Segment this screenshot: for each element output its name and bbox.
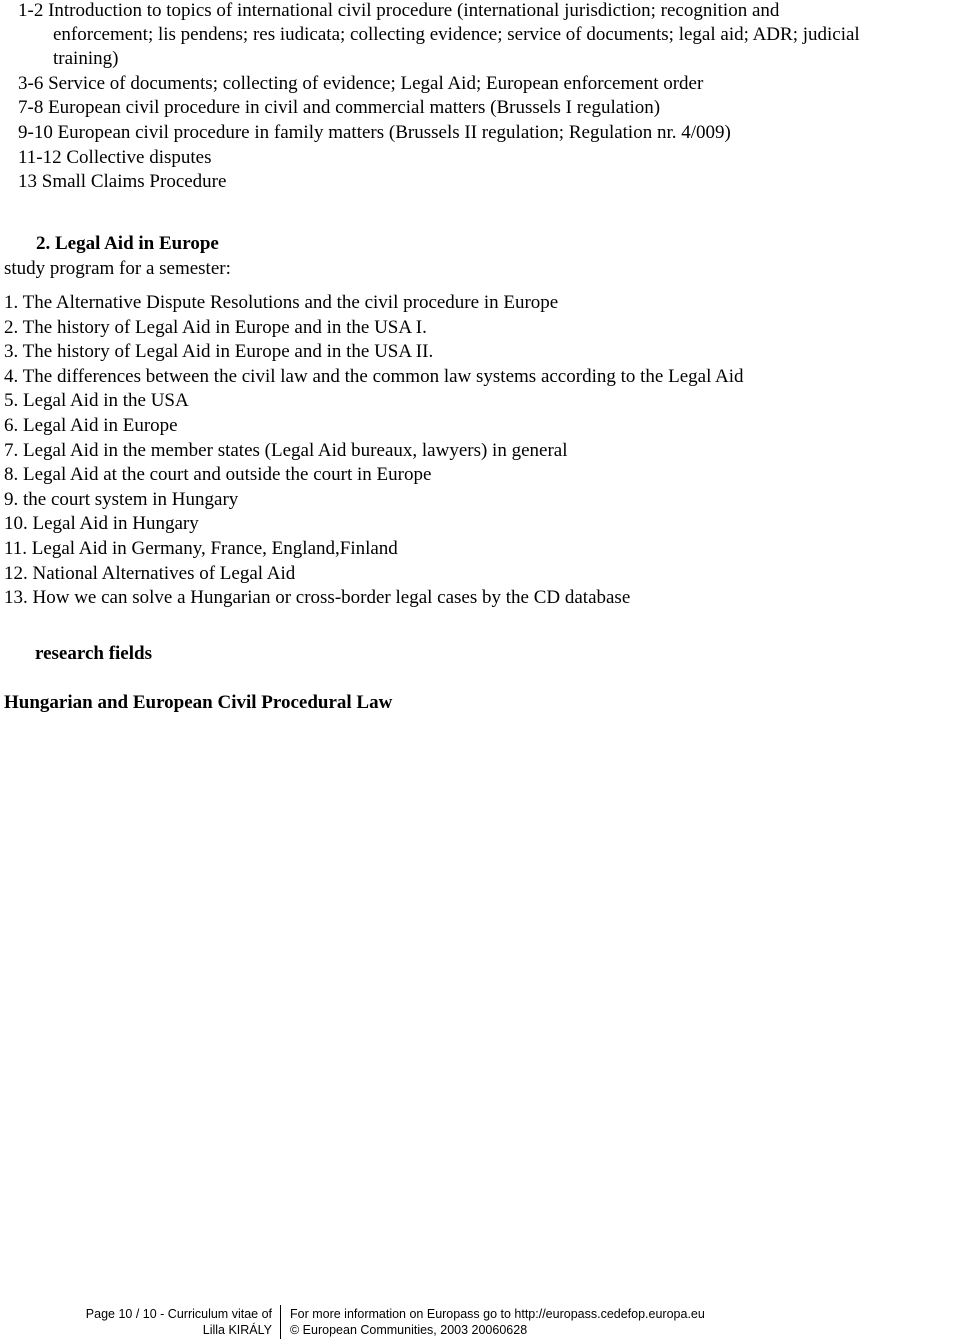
list-item: 9. the court system in Hungary [4, 489, 239, 510]
list-item: 10. Legal Aid in Hungary [4, 513, 199, 534]
cv-author: Lilla KIRÁLY [202, 1323, 272, 1337]
section-subheading: study program for a semester: [4, 258, 231, 279]
section-heading: 2. Legal Aid in Europe [36, 233, 219, 254]
list-item: 12. National Alternatives of Legal Aid [4, 563, 296, 584]
list-item: 7. Legal Aid in the member states (Legal Aid bureaux, lawyers) in general [4, 440, 568, 461]
schedule-item: 7-8 European civil procedure in civil and commercial matters (Brussels I regulation) [18, 97, 661, 118]
list-item: 8. Legal Aid at the court and outside the court in Europe [4, 464, 432, 485]
footer-divider [280, 1305, 281, 1339]
list-item: 4. The differences between the civil law and the common law systems according to the Legal Aid [4, 366, 744, 387]
research-heading: research fields [35, 643, 152, 664]
schedule-item-continuation: training) [53, 48, 119, 69]
list-item: 11. Legal Aid in Germany, France, England,Finland [4, 538, 398, 559]
schedule-item: 3-6 Service of documents; collecting of evidence; Legal Aid; European enforcement order [18, 73, 704, 94]
footer-left [0, 1306, 272, 1338]
footer-right [290, 1306, 705, 1338]
list-item: 2. The history of Legal Aid in Europe and in the USA I. [4, 317, 427, 338]
page-number: Page 10 / 10 - Curriculum vitae of [85, 1307, 272, 1321]
schedule-item: 1-2 Introduction to topics of international civil procedure (international jurisdiction; recognition and [18, 0, 780, 21]
list-item: 6. Legal Aid in Europe [4, 415, 178, 436]
schedule-item: 13 Small Claims Procedure [18, 171, 227, 192]
europass-info: For more information on Europass go to http://europass.cedefop.europa.eu [290, 1307, 705, 1321]
list-item: 3. The history of Legal Aid in Europe and in the USA II. [4, 341, 434, 362]
list-item: 13. How we can solve a Hungarian or cross-border legal cases by the CD database [4, 587, 631, 608]
research-field: Hungarian and European Civil Procedural Law [4, 692, 393, 713]
list-item: 1. The Alternative Dispute Resolutions and the civil procedure in Europe [4, 292, 559, 313]
schedule-item: 9-10 European civil procedure in family matters (Brussels II regulation; Regulation nr. 4/009) [18, 122, 731, 143]
list-item: 5. Legal Aid in the USA [4, 390, 189, 411]
copyright: © European Communities, 2003 20060628 [290, 1323, 528, 1337]
schedule-item: 11-12 Collective disputes [18, 147, 212, 168]
schedule-item-continuation: enforcement; lis pendens; res iudicata; collecting evidence; service of documents; legal aid; ADR; judicial [53, 24, 860, 45]
